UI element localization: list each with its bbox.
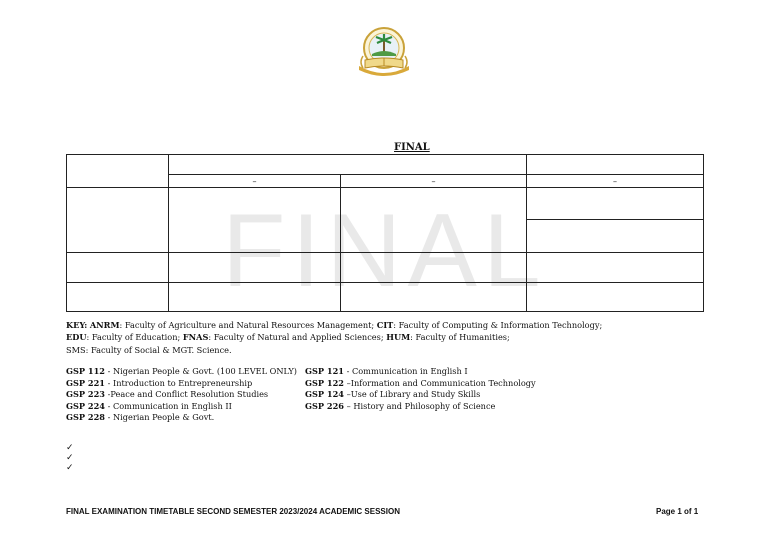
table-row <box>67 155 704 175</box>
course-title: - Nigerian People & Govt. <box>105 412 215 423</box>
course-title: –Information and Communication Technology <box>344 377 536 388</box>
table-cell <box>67 155 169 188</box>
course-code: GSP 122 <box>305 377 345 388</box>
university-crest-icon <box>355 26 413 82</box>
list-item <box>66 401 297 413</box>
key-label: KEY: <box>66 320 88 330</box>
key-desc: : Faculty of Education; <box>86 332 183 343</box>
key-code: CIT <box>376 320 394 330</box>
key-code: EDU <box>66 332 87 343</box>
watermark: FINAL <box>222 193 547 309</box>
table-cell: – <box>341 175 527 188</box>
list-item <box>66 378 297 390</box>
table-cell <box>341 253 527 283</box>
table-row <box>67 283 704 312</box>
table-cell <box>169 283 341 312</box>
timetable-table <box>66 154 704 312</box>
course-code: GSP 112 <box>66 366 106 376</box>
table-cell <box>527 253 704 283</box>
course-code: GSP 124 <box>305 389 345 400</box>
table-cell <box>169 188 341 253</box>
checkmark-icon: ✓ <box>66 443 74 453</box>
table-cell <box>527 283 704 312</box>
list-item <box>66 366 297 378</box>
course-code: GSP 224 <box>66 400 106 411</box>
key-line-2 <box>66 331 726 343</box>
course-code: GSP 228 <box>66 412 106 423</box>
course-title: - Communication in English I <box>344 366 468 376</box>
page-number: Page 1 of 1 <box>656 507 699 516</box>
table-cell <box>169 155 527 175</box>
course-code: GSP 223 <box>66 389 106 400</box>
table-cell <box>527 220 704 253</box>
course-title: - Nigerian People & Govt. (100 LEVEL ONLY) <box>105 366 298 376</box>
course-code: GSP 226 <box>305 400 345 411</box>
checkmark-list <box>66 443 74 473</box>
list-item <box>305 366 536 378</box>
key-code: ANRM <box>89 320 120 330</box>
table-cell <box>67 253 169 283</box>
course-code: GSP 121 <box>305 366 345 376</box>
key-line-1 <box>66 319 726 331</box>
key-desc: : Faculty of Humanities; <box>410 332 510 343</box>
key-code: FNAS <box>182 332 209 343</box>
list-item <box>66 412 297 424</box>
table-cell <box>169 253 341 283</box>
checkmark-icon: ✓ <box>66 453 74 463</box>
table-cell: – <box>169 175 341 188</box>
table-cell <box>527 188 704 220</box>
footer-title: FINAL EXAMINATION TIMETABLE SECOND SEMESTER 2023/2024 ACADEMIC SESSION <box>66 507 400 516</box>
course-title: - Introduction to Entrepreneurship <box>105 377 253 388</box>
table-cell <box>67 283 169 312</box>
table-cell <box>341 283 527 312</box>
key-code: HUM <box>386 332 411 343</box>
course-code: GSP 221 <box>66 377 106 388</box>
list-item <box>305 389 536 401</box>
key-desc: : Faculty of Agriculture and Natural Resources Management; <box>119 320 377 330</box>
course-title: – History and Philosophy of Science <box>344 400 496 411</box>
course-title: -Peace and Conflict Resolution Studies <box>105 389 269 400</box>
checkmark-icon: ✓ <box>66 463 74 473</box>
table-cell <box>527 155 704 175</box>
list-item <box>305 401 536 413</box>
table-row <box>67 188 704 220</box>
key-desc: : Faculty of Computing & Information Technology; <box>393 320 603 330</box>
course-list-left <box>66 366 297 424</box>
course-list-right <box>305 366 536 412</box>
table-cell <box>341 188 527 253</box>
course-title: –Use of Library and Study Skills <box>344 389 481 400</box>
key-desc: : Faculty of Natural and Applied Sciences; <box>208 332 387 343</box>
faculty-key <box>66 319 726 356</box>
table-row <box>67 253 704 283</box>
table-cell: – <box>527 175 704 188</box>
list-item <box>66 389 297 401</box>
course-title: - Communication in English II <box>105 400 232 411</box>
document-label: FINAL <box>394 142 430 153</box>
list-item <box>305 378 536 390</box>
key-line-3: SMS: Faculty of Social & MGT. Science. <box>66 344 232 355</box>
table-cell <box>67 188 169 253</box>
